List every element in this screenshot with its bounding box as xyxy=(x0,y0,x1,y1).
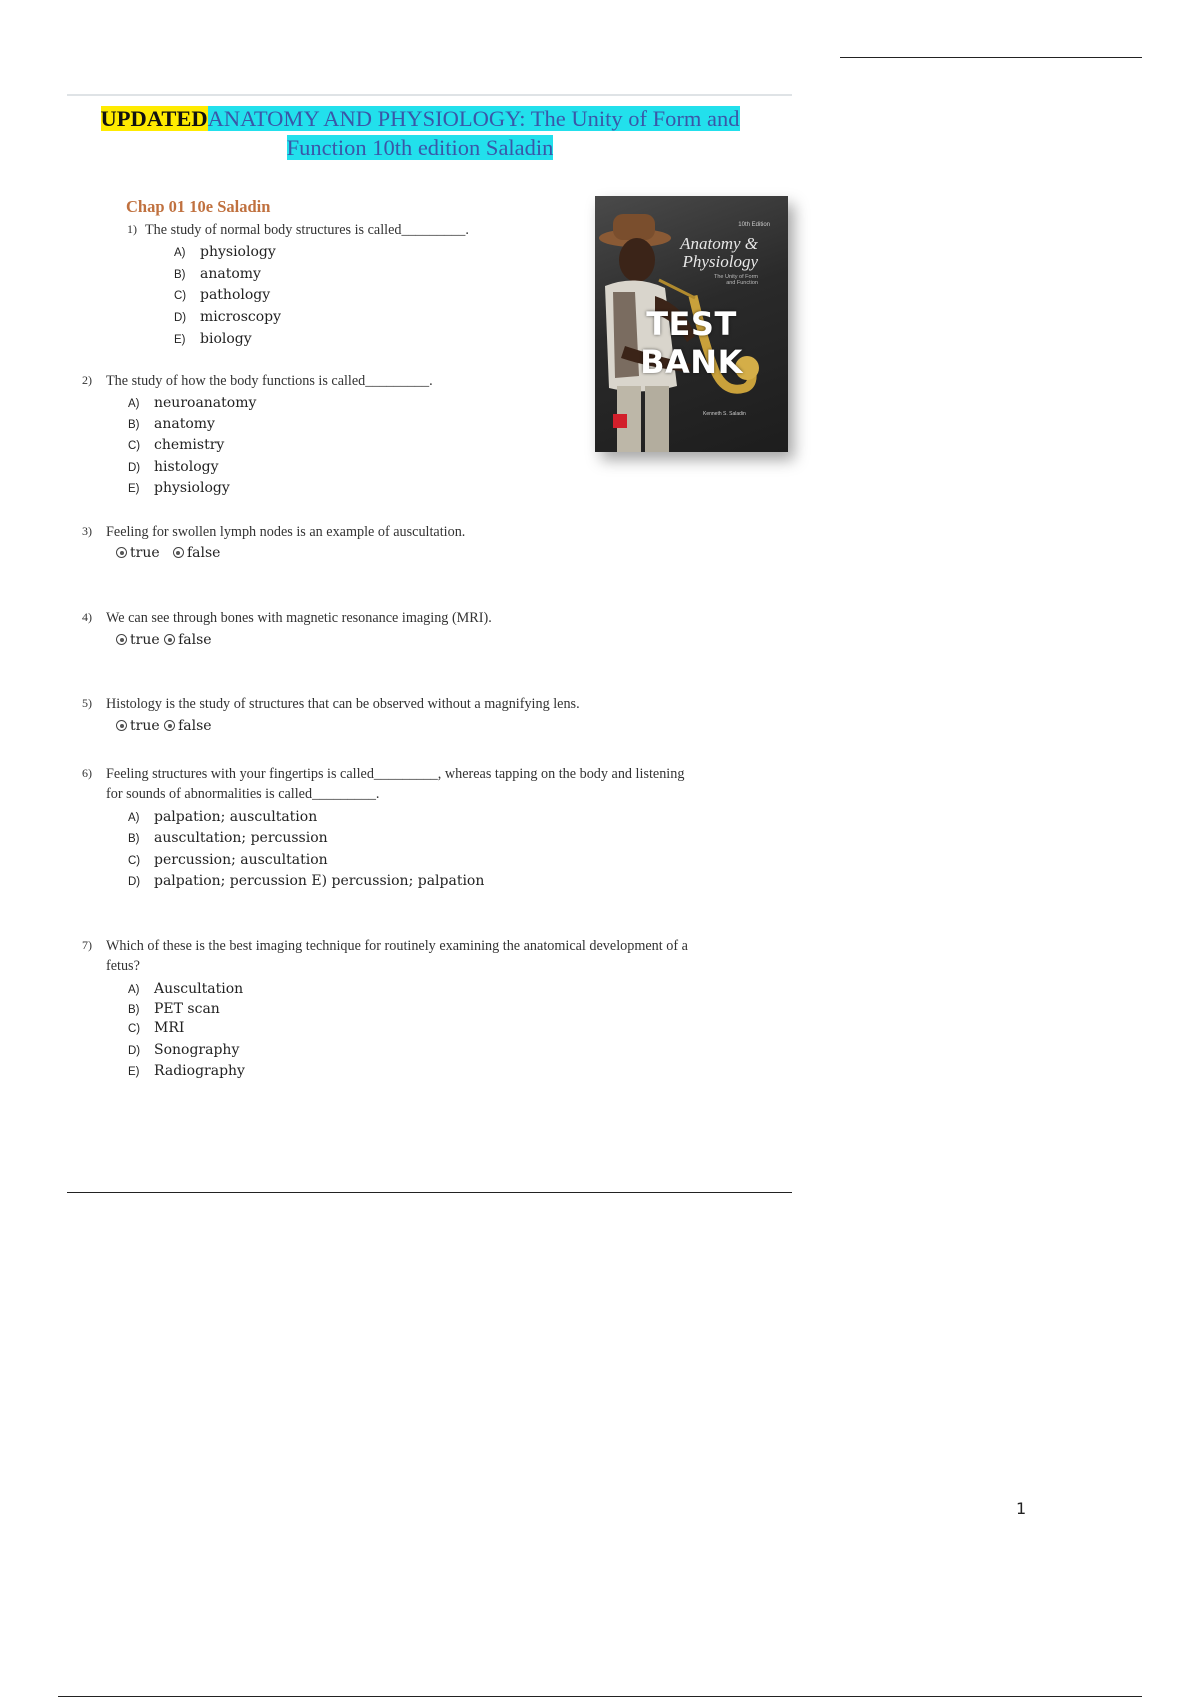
false-label: false xyxy=(186,545,221,561)
question-stem-line-2: fetus? xyxy=(106,958,140,974)
option: A) palpation; auscultation xyxy=(128,809,318,825)
cover-edition: 10th Edition xyxy=(738,222,770,228)
updated-badge: UPDATED xyxy=(100,106,208,131)
option: C) chemistry xyxy=(128,437,225,453)
publisher-logo xyxy=(613,414,627,428)
page-number: 1 xyxy=(1016,1499,1027,1518)
cover-title-line-2: Physiology xyxy=(682,252,758,271)
option: B) anatomy xyxy=(174,266,261,282)
question-number: 1) xyxy=(127,222,137,236)
question-stem: Histology is the study of structures that can be observed without a magnifying lens. xyxy=(106,696,580,712)
question-number: 2) xyxy=(82,373,92,387)
question-stem: The study of normal body structures is called_________. xyxy=(145,222,469,238)
false-radio[interactable] xyxy=(164,634,175,645)
true-false-options xyxy=(116,718,212,734)
true-false-options xyxy=(116,545,220,561)
question-number: 6) xyxy=(82,766,92,780)
false-radio[interactable] xyxy=(173,547,184,558)
true-radio[interactable] xyxy=(116,634,127,645)
option: A) physiology xyxy=(174,244,276,260)
true-label: true xyxy=(130,545,160,561)
cover-author: Kenneth S. Saladin xyxy=(703,411,746,417)
question-number: 4) xyxy=(82,610,92,624)
top-right-rule xyxy=(840,57,1142,58)
false-radio[interactable] xyxy=(164,720,175,731)
option: B) PET scan xyxy=(128,1001,220,1017)
option: C) pathology xyxy=(174,287,271,303)
book-cover-image xyxy=(595,196,788,452)
cover-title-line-1: Anatomy & xyxy=(680,234,758,253)
option: B) anatomy xyxy=(128,416,215,432)
question-stem: Feeling for swollen lymph nodes is an example of auscultation. xyxy=(106,524,466,540)
title-line-1: ANATOMY AND PHYSIOLOGY: The Unity of Form and xyxy=(207,106,740,131)
option: D) Sonography xyxy=(128,1042,240,1058)
page-bottom-rule xyxy=(58,1696,1142,1697)
title-line-2: Function 10th edition Saladin xyxy=(286,135,554,160)
question-number: 3) xyxy=(82,524,92,538)
document-title xyxy=(50,104,790,162)
option: D) histology xyxy=(128,459,219,475)
chapter-heading: Chap 01 10e Saladin xyxy=(126,197,271,216)
question-stem: The study of how the body functions is called_________. xyxy=(106,373,433,389)
header-rule xyxy=(67,94,792,96)
cover-subtitle: The Unity of Form and Function xyxy=(713,274,758,286)
true-radio[interactable] xyxy=(116,547,127,558)
question-stem: We can see through bones with magnetic resonance imaging (MRI). xyxy=(106,610,492,626)
option: E) biology xyxy=(174,331,252,347)
false-label: false xyxy=(178,632,212,648)
test-bank-banner: TEST BANK xyxy=(640,305,743,381)
question-stem-line-1: Feeling structures with your fingertips is called_________, whereas tapping on the body and listening xyxy=(106,766,685,782)
footer-rule xyxy=(67,1192,792,1193)
question-stem-line-1: Which of these is the best imaging technique for routinely examining the anatomical development of a xyxy=(106,938,688,954)
option: D) palpation; percussion E) percussion; palpation xyxy=(128,873,485,889)
question-stem-line-2: for sounds of abnormalities is called_________. xyxy=(106,786,380,802)
question-number: 5) xyxy=(82,696,92,710)
option: C) percussion; auscultation xyxy=(128,852,328,868)
true-false-options xyxy=(116,632,212,648)
false-label: false xyxy=(178,718,212,734)
question-number: 7) xyxy=(82,938,92,952)
true-label: true xyxy=(130,718,160,734)
option: A) neuroanatomy xyxy=(128,395,257,411)
true-radio[interactable] xyxy=(116,720,127,731)
option: D) microscopy xyxy=(174,309,282,325)
option: E) physiology xyxy=(128,480,230,496)
option: A) Auscultation xyxy=(128,981,244,997)
option: B) auscultation; percussion xyxy=(128,830,328,846)
option: E) Radiography xyxy=(128,1063,245,1079)
option: C) MRI xyxy=(128,1020,185,1036)
true-label: true xyxy=(130,632,160,648)
